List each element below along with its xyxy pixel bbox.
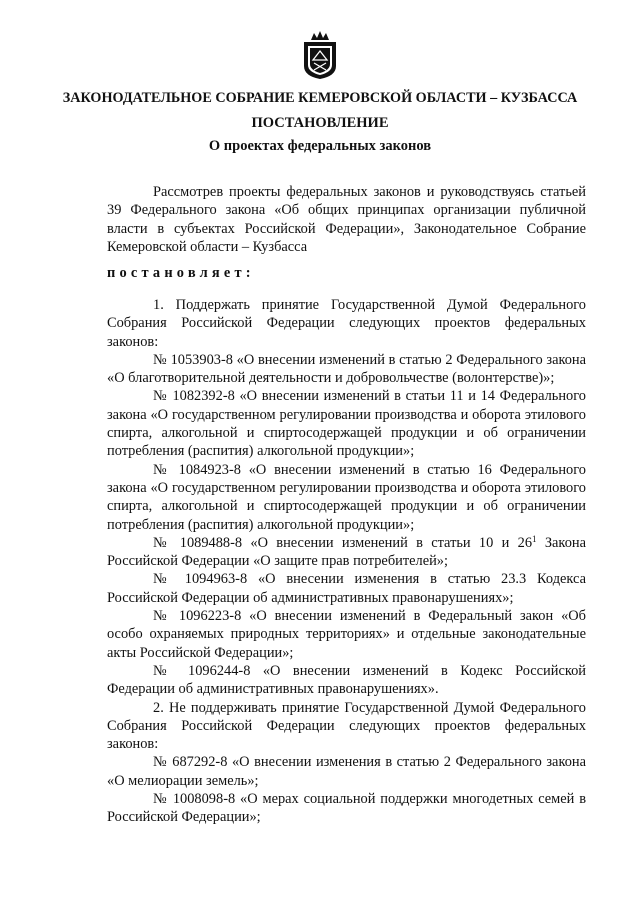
preamble <box>107 183 586 256</box>
section-2-lead: 2. Не поддерживать принятие Государственной Думой Федерального Собрания Российской Федерации следующих проектов федеральных законов: <box>107 699 586 753</box>
resolution-body <box>107 296 586 827</box>
bill-item: № 1096244-8 «О внесении изменений в Кодекс Российской Федерации об административных правонарушениях». <box>107 662 586 698</box>
bill-item: № 1008098-8 «О мерах социальной поддержки многодетных семей в Российской Федерации»; <box>107 791 586 826</box>
organization-name: ЗАКОНОДАТЕЛЬНОЕ СОБРАНИЕ КЕМЕРОВСКОЙ ОБЛАСТИ – КУЗБАССА <box>62 90 578 106</box>
bill-item-text: Закона Российской Федерации «О защите прав потребителей»; <box>107 534 586 570</box>
preamble-text: Рассмотрев проекты федеральных законов и руководствуясь статьей 39 Федерального закона «Об общих принципах организации публичной власти в субъектах Российской Федерации», Законодательное Собрание Кемеровской области – Кузбасса <box>107 184 586 255</box>
superscript: 1 <box>532 533 537 544</box>
document-subject: О проектах федеральных законов <box>208 138 432 154</box>
bill-item: № 1094963-8 «О внесении изменения в статью 23.3 Кодекса Российской Федерации об административных правонарушениях»; <box>107 571 586 606</box>
bill-item <box>107 534 586 571</box>
bill-item: № 1084923-8 «О внесении изменений в статью 16 Федерального закона «О государственном регулировании производства и оборота этилового спирта, алкогольной и спиртосодержащей продукции и об ограничении потребления (распития) алкогольной продукции»; <box>107 461 586 533</box>
section-1-lead: 1. Поддержать принятие Государственной Думой Федерального Собрания Российской Федерации следующих проектов федеральных законов: <box>107 297 586 350</box>
bill-item: № 1096223-8 «О внесении изменений в Федеральный закон «Об особо охраняемых природных территориях» и отдельные законодательные акты Российской Федерации»; <box>107 608 586 661</box>
bill-item: № 1082392-8 «О внесении изменений в статьи 11 и 14 Федерального закона «О государственном регулировании производства и оборота этилового спирта, алкогольной и спиртосодержащей продукции и об ограничении потребления (распития) алкогольной продукции»; <box>107 388 586 460</box>
bill-item: № 1053903-8 «О внесении изменений в статью 2 Федерального закона «О благотворительной деятельности и добровольчестве (волонтерстве)»; <box>107 351 586 387</box>
bill-item: № 687292-8 «О внесении изменения в статью 2 Федерального закона «О мелиорации земель»; <box>107 754 586 789</box>
document-type: ПОСТАНОВЛЕНИЕ <box>251 115 389 131</box>
coat-of-arms-icon <box>301 30 339 80</box>
bill-item-text: № 1089488-8 «О внесении изменений в статьи 10 и 26 <box>153 534 533 551</box>
resolves-heading: постановляет: <box>107 265 255 281</box>
